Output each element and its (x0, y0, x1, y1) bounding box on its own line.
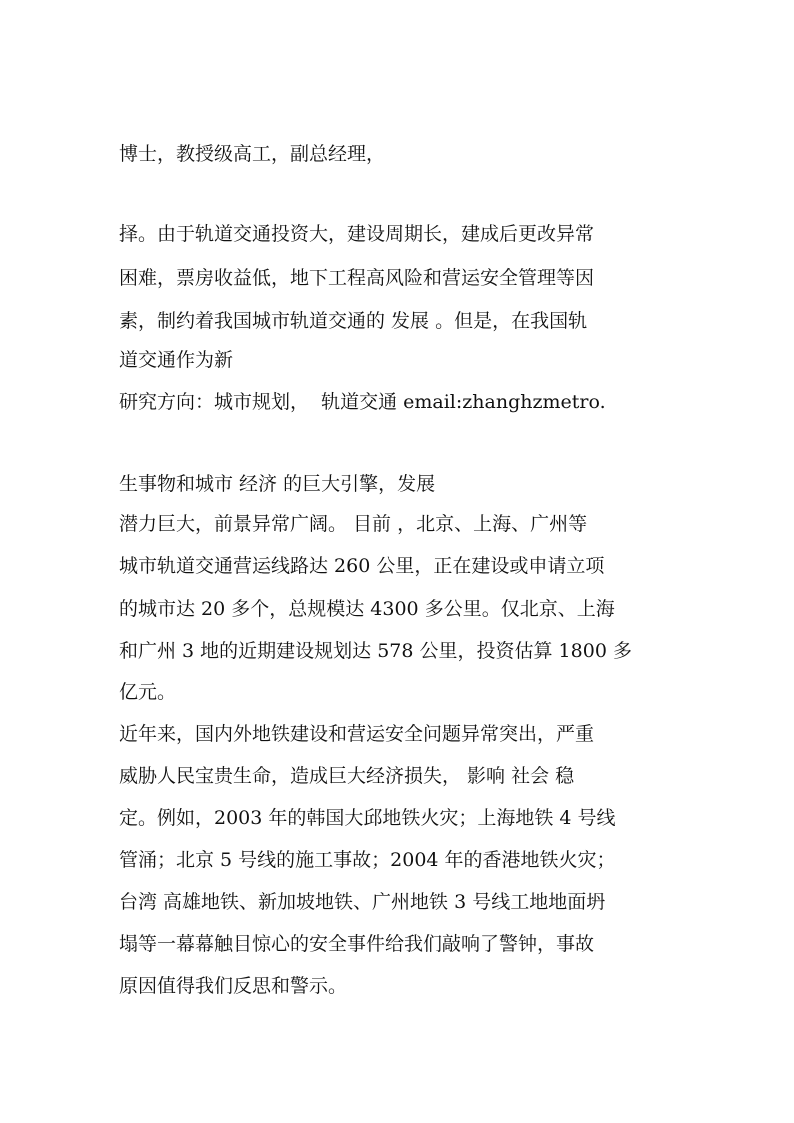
text-line: 近年来，国内外地铁建设和营运安全问题异常突出，严重 (119, 723, 595, 745)
text-line: 素，制约着我国城市轨道交通的 发展 。但是，在我国轨 (119, 310, 588, 332)
text-line: 择。由于轨道交通投资大，建设周期长，建成后更改异常 (119, 223, 595, 245)
text-line: 道交通作为新 (119, 349, 234, 371)
text-line: 生事物和城市 经济 的巨大引擎，发展 (119, 473, 436, 495)
text-line: 威胁人民宝贵生命，造成巨大经济损失， 影响 社会 稳 (119, 765, 575, 787)
text-line: 亿元。 (119, 681, 177, 703)
text-line: 的城市达 20 多个，总规模达 4300 多公里。仅北京、上海 (119, 598, 615, 620)
text-line: 困难，票房收益低，地下工程高风险和营运安全管理等因 (119, 267, 595, 289)
text-line: 塌等一幕幕触目惊心的安全事件给我们敲响了警钟，事故 (119, 933, 595, 955)
text-line: 原因值得我们反思和警示。 (119, 975, 348, 997)
text-line: 管涌；北京 5 号线的施工事故；2004 年的香港地铁火灾； (119, 849, 616, 871)
text-line: 和广州 3 地的近期建设规划达 578 公里，投资估算 1800 多 (119, 640, 632, 662)
text-line: 台湾 高雄地铁、新加坡地铁、广州地铁 3 号线工地地面坍 (119, 891, 606, 913)
text-line: 潜力巨大，前景异常广阔。 目前 ，北京、上海、广州等 (119, 513, 588, 535)
text-line: 研究方向：城市规划， 轨道交通 email:zhanghzmetro. (119, 391, 606, 413)
text-line: 城市轨道交通营运线路达 260 公里，正在建设或申请立项 (119, 555, 605, 577)
text-line: 博士，教授级高工，副总经理， (119, 143, 386, 165)
text-line: 定。例如，2003 年的韩国大邱地铁火灾；上海地铁 4 号线 (119, 807, 616, 829)
